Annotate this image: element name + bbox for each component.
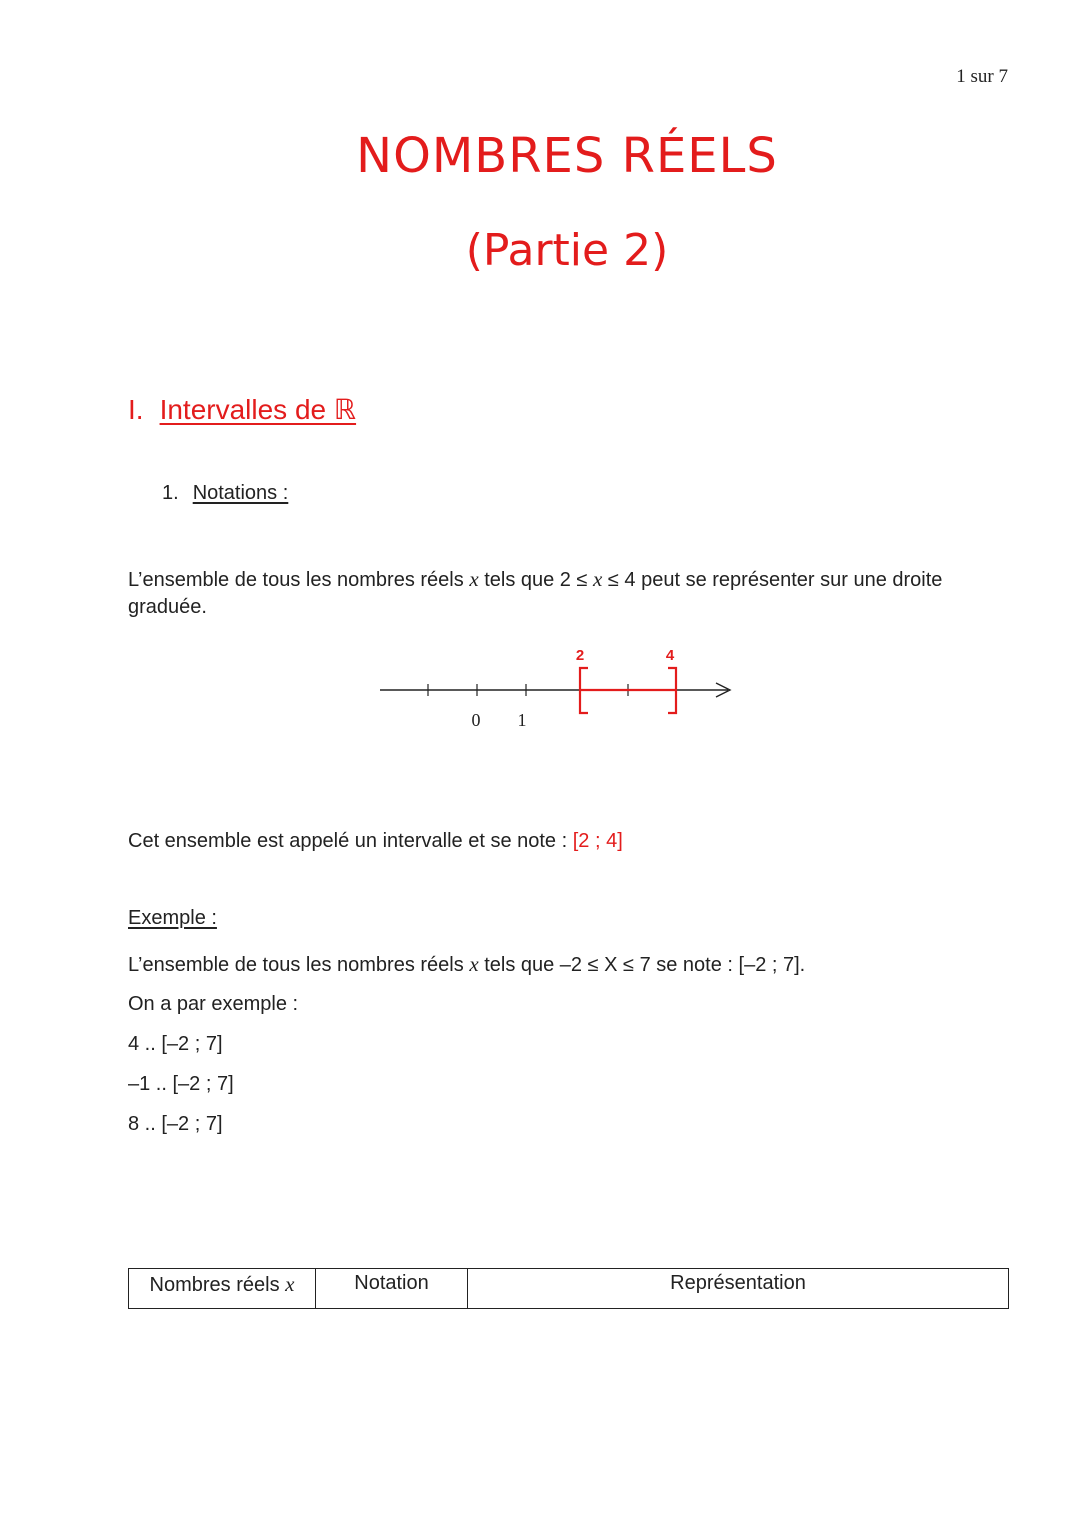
- intro-text: tels que 2 ≤: [478, 569, 594, 591]
- table-header-representation: Représentation: [468, 1269, 1009, 1309]
- table-header-numbers: [129, 1269, 316, 1309]
- example-lead: On a par exemple :: [128, 993, 299, 1015]
- subsection-number: 1.: [162, 482, 179, 504]
- table-header-notation: Notation: [316, 1269, 468, 1309]
- intro-paragraph: [128, 566, 968, 621]
- section-label: Intervalles de ℝ: [159, 394, 357, 425]
- intro-text: ≤ 4 peut se représenter sur une droite graduée.: [128, 569, 943, 618]
- subsection-heading: [162, 482, 288, 505]
- header-text: Nombres réels: [149, 1274, 286, 1296]
- table-header-row: [129, 1269, 1009, 1309]
- example-text: L’ensemble de tous les nombres réels: [128, 954, 470, 976]
- bound-label-2: 2: [575, 647, 585, 664]
- example-title: Exemple :: [128, 907, 217, 929]
- example-item: –1 .. [–2 ; 7]: [128, 1073, 234, 1095]
- tick-label-0: 0: [471, 710, 481, 730]
- example-item: 4 .. [–2 ; 7]: [128, 1033, 223, 1055]
- definition-paragraph: [128, 828, 623, 855]
- interval-notation: [2 ; 4]: [572, 830, 623, 852]
- example-line: [128, 952, 805, 977]
- intro-text: L’ensemble de tous les nombres réels: [128, 569, 470, 591]
- example-item: 8 .. [–2 ; 7]: [128, 1113, 223, 1135]
- subsection-label: Notations :: [192, 482, 289, 504]
- variable-x: x: [469, 567, 479, 591]
- definition-text: Cet ensemble est appelé un intervalle et se note :: [128, 830, 573, 852]
- number-line-figure: [370, 640, 750, 740]
- tick-label-1: 1: [517, 710, 527, 730]
- page-title: NOMBRES RÉELS: [356, 128, 778, 184]
- variable-x: x: [469, 952, 479, 976]
- variable-x: x: [593, 567, 603, 591]
- page-number: 1 sur 7: [956, 66, 1008, 87]
- section-heading: [128, 393, 356, 426]
- page-subtitle: (Partie 2): [465, 225, 669, 276]
- section-number: I.: [128, 394, 144, 425]
- interval-table: [128, 1268, 1009, 1309]
- bound-label-4: 4: [665, 647, 675, 664]
- variable-x: x: [285, 1272, 295, 1296]
- example-text: tels que –2 ≤ X ≤ 7 se note : [–2 ; 7].: [478, 954, 806, 976]
